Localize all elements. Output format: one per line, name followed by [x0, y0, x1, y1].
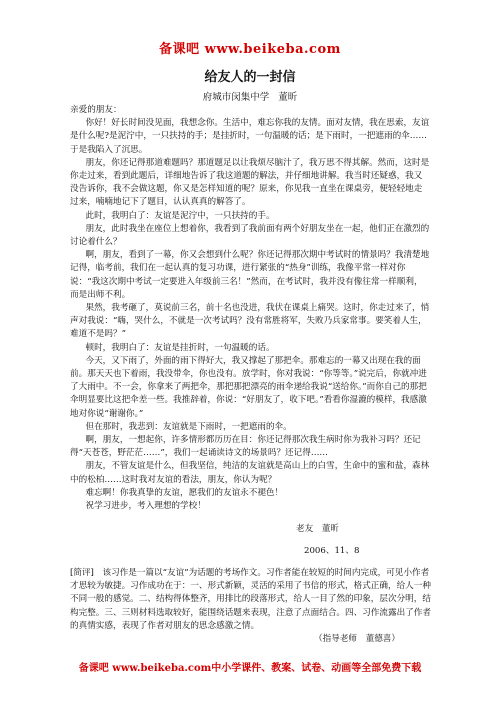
letter-paragraph: 朋友，此时我坐在座位上想着你，我看到了我前面有两个好朋友坐在一起，他们正在激烈的讨论着什么？ — [70, 223, 430, 248]
site-header: 备课吧 www.beikeba.com — [159, 42, 341, 57]
review-teacher: （指导老师 董德喜） — [314, 634, 400, 645]
byline-school: 府城市闵集中学 — [202, 92, 270, 103]
letter-paragraph: 祝学习进步，考入理想的学校！ — [85, 501, 206, 512]
letter-paragraph: 今天，又下雨了，外面的雨下得好大，我又撑起了那把伞。那难忘的一幕又出现在我的面前。那天天也下着雨，我没带伞，你也没有。放学时，你对我说：“你等等。”说完后，你就冲进了大雨中。不一会，你拿来了两把伞，那把那把漂亮的雨伞递给我说“送给你。”而你自己的那把伞明显要比这把伞差一些。我推辞着，你说：“好朋友了，收下吧。”看看你湿漉的模样，我感激地对你说“谢谢你。” — [70, 355, 427, 419]
letter-paragraph: 啊，朋友，看到了一幕，你又会想到什么呢？你还记得那次期中考试时的情景吗？我清楚地记得，临考前，我们在一起认真的复习功课，进行紧张的“热身”训练，我像平常一样对你说：“我这次期中考试一定要进入年级前三名！”然而，在考试时，我并没有像往常一样顺利，而是出师不利。 — [70, 250, 430, 300]
byline-author: 董昕 — [278, 92, 298, 103]
letter-paragraph: 顿时，我明白了：友谊是挂折时，一句温暖的话。 — [85, 342, 275, 353]
letter-paragraph: 啊，朋友，一想起你，许多情形都历历在目：你还记得那次我生病时你为我补习吗？还记得“天苍苍，野茫茫……”，我们一起诵读诗文的场景吗？还记得…… — [70, 435, 421, 459]
signature-name: 老友 董昕 — [296, 524, 339, 534]
letter-paragraph: 朋友，你还记得那道难题吗？那道题足以让我烦尽脑汁了，我万思不得其解。然而，这时是你走过来，看到此题后，详细地告诉了我这道题的解法，并仔细地讲解。我当时还疑惑，我又没告诉你，我不会做这题，你又是怎样知道的呢？原来，你见我一直坐在课桌旁，便轻轻地走过来，喃喃地记下了题目，认认真真的解答了。 — [70, 157, 430, 208]
letter-greeting: 亲爱的朋友： — [70, 105, 122, 115]
letter-paragraph: 朋友，不管友谊是什么，但我坚信，纯洁的友谊就是高山上的白雪，生命中的蜜和盐，森林中的松柏……这时我对友谊的看法，朋友，你认为呢？ — [70, 461, 430, 485]
letter-paragraph: 果然，我考砸了，莫说前三名，前十名也没进，我伏在课桌上痛哭。这时，你走过来了，悄声对我说：“嗨，哭什么，不就是一次考试吗？没有常胜将军，失败乃兵家常事。要笑着人生，难道不是吗？” — [70, 303, 430, 340]
letter-body — [70, 104, 430, 513]
letter-paragraph: 此时，我明白了：友谊是泥泞中，一只扶持的手。 — [85, 210, 275, 221]
byline — [0, 89, 500, 103]
site-footer: 备课吧 www.beikeba.com中小学课件、教案、试卷、动画等全部免费下载 — [78, 663, 422, 674]
review-comment — [70, 567, 432, 646]
letter-title: 给友人的一封信 — [204, 70, 296, 85]
review-text: [简评] 该习作是一篇以“友谊”为话题的考场作文。习作者能在较短的时间内完成，可见小作者才思较为敏捷。习作成功在于：一、形式新颖，灵活的采用了书信的形式，格式正确，给人一种不同一般的感觉。二、结构得体整齐，用排比的段落形式，给人一目了然的印象，层次分明，结构完整。三、三则材料选取较好，能围绕话题来表现，注意了点面结合。四、习作流露出了作者的真情实感，表现了作者对朋友的思念感激之情。 — [70, 568, 431, 631]
signature-date: 2006、11、8 — [304, 546, 360, 556]
letter-paragraph: 难忘啊！你我真挚的友谊，愿我们的友谊永不褪色！ — [85, 487, 284, 498]
letter-paragraph: 但在那时，我悲到：友谊就是下雨时，一把遮雨的伞。 — [85, 421, 292, 432]
letter-paragraph: 你好！好长时间没见面，我想念你。生活中，难忘你我的友情。面对友情，我在思索，友谊是什么呢?是泥泞中，一只扶持的手；是挂折时，一句温暖的话；是下雨时，一把遮雨的伞……于是我陷入了沉思。 — [70, 118, 430, 155]
